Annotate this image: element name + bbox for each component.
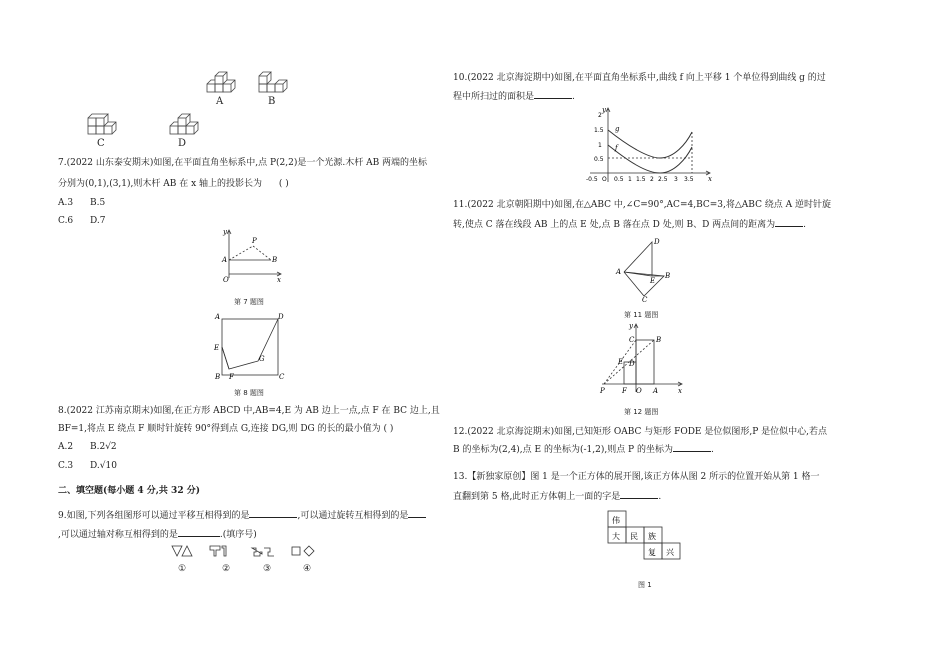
q7-coordinate-figure [215,228,285,283]
q9-blank-rotation[interactable] [408,517,426,518]
q7-origin-label: O [223,276,229,284]
q13-cell-4: 族 [648,532,656,541]
q7-option-a[interactable]: A.3 [58,198,74,208]
q13-text-line1: 13.【新独家原创】图 1 是一个正方体的展开图,该正方体从图 2 所示的位置开始从第 1 格一 [453,472,820,482]
q12-caption: 第 12 题图 [624,408,659,416]
q12-origin-label: O [636,387,642,395]
q12-label-p: P [600,387,605,395]
q11-label-e: E [650,277,656,285]
q10-xtick-2: 2 [650,176,654,183]
option-label-c: C [97,138,105,149]
q8-question: BF=1,将点 E 绕点 F 顺时针旋转 90°得到点 G,连接 DG,则 DG 的长的最小值为 [58,424,381,434]
q7-option-b[interactable]: B.5 [90,198,106,208]
q13-cell-3: 民 [630,532,638,541]
cube-figure-c [86,114,120,138]
q13-text-line2: 直翻到第 5 格,此时正方体朝上一面的字是 . [453,492,662,502]
q13-cube-net [607,509,687,569]
q13-cell-5: 复 [648,548,656,557]
q7-x-label: x [277,276,281,284]
cube-figure-a [205,72,239,96]
q8-text-line1: 8.(2022 江苏南京期末)如图,在正方形 ABCD 中,AB=4,E 为 AB 边上一点,点 F 在 BC 边上,且 [58,406,440,416]
q13-question: 直翻到第 5 格,此时正方体朝上一面的字是 [453,492,621,502]
q12-label-e: E [618,358,624,366]
q10-curve-f-label: f [615,144,618,152]
q12-label-f: F [622,387,627,395]
q11-label-a: A [616,268,622,276]
q13-caption: 图 1 [638,581,652,589]
q10-xtick-1: 1 [628,176,632,183]
q11-caption: 第 11 题图 [624,311,659,319]
q9-text-line1 [58,510,426,522]
option-label-d: D [178,138,187,149]
q12-label-b: B [656,336,662,344]
q7-option-d[interactable]: D.7 [90,216,106,226]
q7-question: 分别为(0,1),(3,1),则木杆 AB 在 x 轴上的投影长为 [58,179,263,189]
q7-point-b-label: B [272,256,278,264]
option-label-b: B [268,96,276,107]
q8-caption: 第 8 题图 [234,389,264,397]
q8-square-figure [212,313,285,383]
q8-option-c[interactable]: C.3 [58,461,74,471]
q10-xtick-0.5: 0.5 [614,176,624,183]
q7-text-line2 [58,178,289,190]
q10-ytick-1.5: 1.5 [594,127,604,134]
q9-num-2: ② [222,564,231,574]
q9-text-line2 [58,529,257,541]
q12-answer-blank[interactable] [673,451,711,452]
q8-option-a[interactable]: A.2 [58,442,74,452]
q13-cell-6: 兴 [666,548,674,557]
q8-text-line2 [58,423,393,435]
option-label-a: A [216,96,224,107]
q11-question: 转,使点 C 落在线段 AB 上的点 E 处,点 B 落在点 D 处,则 B、D 两点间的距离为 [453,220,776,230]
q13-cell-1: 伟 [612,516,620,525]
q11-answer-blank[interactable] [775,226,803,227]
q9-part4: .(填序号) [219,530,257,540]
q12-label-c: C [629,336,635,344]
q10-ytick-2: 2 [598,112,602,119]
q8-label-e: E [214,344,220,352]
q10-xtick-1.5: 1.5 [636,176,646,183]
q11-text-line1: 11.(2022 北京朝阳期中)如图,在△ABC 中,∠C=90°,AC=4,BC=3,将△ABC 绕点 A 逆时针旋 [453,200,832,210]
q7-option-c[interactable]: C.6 [58,216,74,226]
q10-xtick-3.5: 3.5 [684,176,694,183]
q9-part1: 9.如图,下列各组图形可以通过平移互相得到的是 [58,511,250,521]
q8-label-b: B [215,373,221,381]
q10-answer-blank[interactable] [534,98,572,99]
q11-text-line2: 转,使点 C 落在线段 AB 上的点 E 处,点 B 落在点 D 处,则 B、D 两点间的距离为 . [453,220,807,230]
q11-triangle-figure [612,238,672,304]
q9-part2: ,可以通过旋转互相得到的是 [297,511,409,521]
q9-num-4: ④ [303,564,312,574]
q13-answer-blank[interactable] [620,498,658,499]
q8-label-c: C [279,373,285,381]
q9-part3: ,可以通过轴对称互相得到的是 [58,530,178,540]
q11-label-d: D [654,238,660,246]
q9-blank-translation[interactable] [249,517,297,518]
q12-label-d: D [629,360,635,368]
q11-label-b: B [665,272,671,280]
q9-num-1: ① [178,564,187,574]
q10-text-line1: 10.(2022 北京海淀期中)如图,在平面直角坐标系中,曲线 f 向上平移 1 个单位得到曲线 g 的过 [453,73,826,83]
q10-y-axis-label: y [602,106,606,114]
q12-coordinate-figure [598,322,684,394]
q12-text-line2: B 的坐标为(2,4),点 E 的坐标为(-1,2),则点 P 的坐标为 . [453,445,714,455]
q10-curve-g-label: g [615,125,620,133]
q8-label-g: G [259,355,265,363]
q12-x-label: x [678,387,682,395]
q10-xtick-o: O [602,176,607,183]
q12-y-label: y [629,322,633,330]
q7-answer-bracket[interactable]: ( ) [278,179,289,189]
q12-text-line1: 12.(2022 北京海淀期末)如图,已知矩形 OABC 与矩形 FODE 是位似图形,P 是位似中心,若点 [453,427,827,437]
q9-num-3: ③ [263,564,272,574]
q8-option-d[interactable]: D.√10 [90,461,117,471]
q7-point-a-label: A [222,256,228,264]
q8-label-d: D [278,313,284,321]
q9-blank-reflection[interactable] [178,536,220,537]
q10-x-axis-label: x [708,175,712,183]
q10-xtick-2.5: 2.5 [658,176,668,183]
q7-y-label: y [223,228,227,236]
q10-xtick-3: 3 [674,176,678,183]
q12-question: B 的坐标为(2,4),点 E 的坐标为(-1,2),则点 P 的坐标为 [453,445,673,455]
q9-shapes-figure [170,544,330,558]
section-fill-in-title: 二、填空题(每小题 4 分,共 32 分) [58,486,200,496]
q10-ytick-1: 1 [598,142,602,149]
q13-cell-2: 大 [612,532,620,541]
q8-label-a: A [215,313,221,321]
q12-label-a: A [653,387,659,395]
cube-figure-b [257,72,291,96]
q10-question: 程中所扫过的面积是 [453,92,535,102]
q10-xtick-neg0.5: -0.5 [586,176,598,183]
q8-answer-bracket[interactable]: ( ) [383,424,394,434]
q7-caption: 第 7 题图 [234,298,264,306]
q8-option-b[interactable]: B.2√2 [90,442,117,452]
cube-figure-d [168,114,202,138]
q7-text-line1: 7.(2022 山东泰安期末)如图,在平面直角坐标系中,点 P(2,2)是一个光源.木杆 AB 两端的坐标 [58,158,428,168]
q11-label-c: C [642,296,648,304]
q7-point-p-label: P [252,237,257,245]
q10-text-line2: 程中所扫过的面积是 . [453,92,575,102]
q8-label-f: F [229,373,234,381]
q10-graph [588,106,718,186]
q10-ytick-0.5: 0.5 [594,156,604,163]
